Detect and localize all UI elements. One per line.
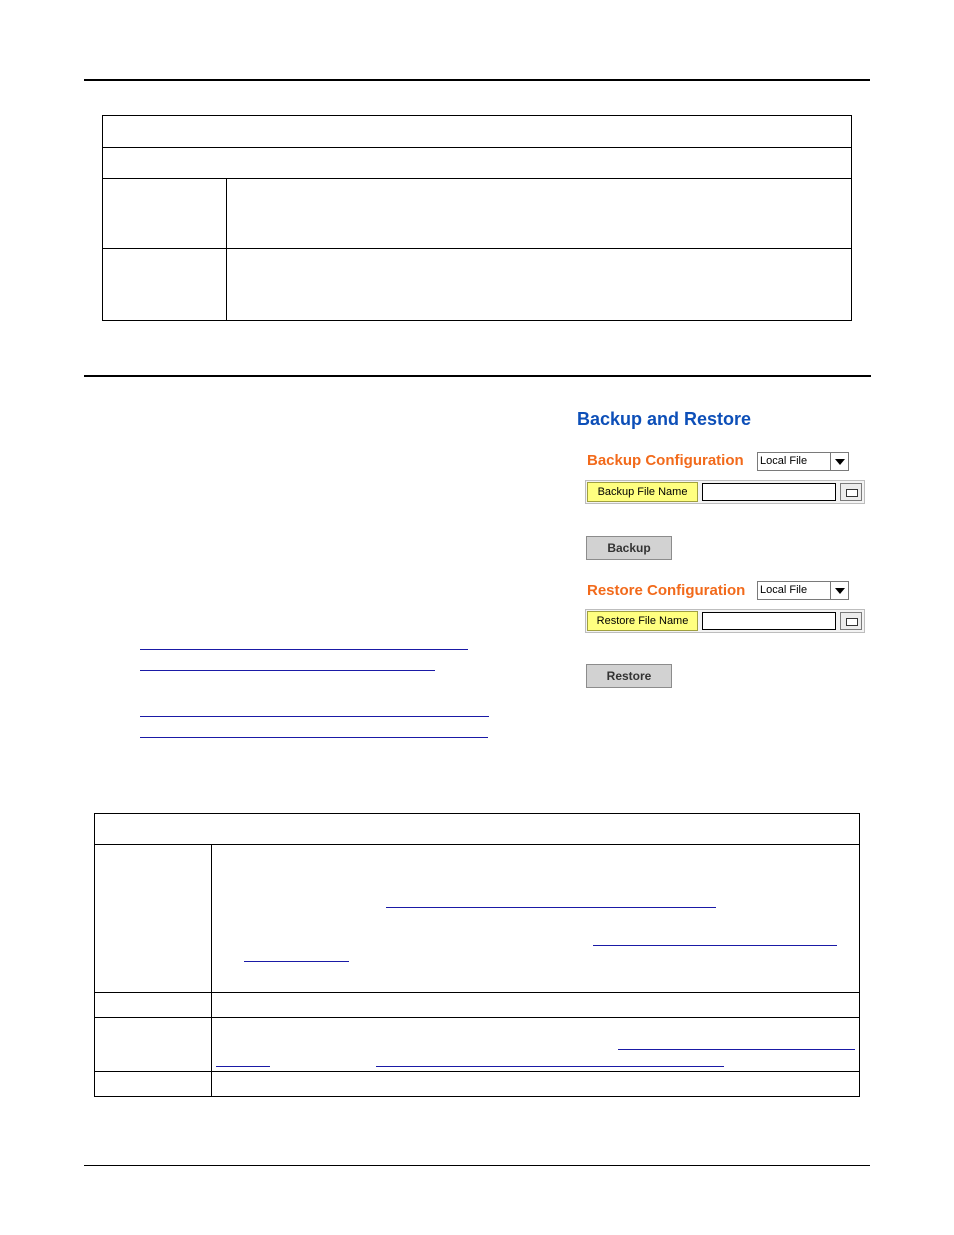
- doc-link[interactable]: [386, 907, 716, 908]
- chevron-down-icon[interactable]: [830, 453, 848, 470]
- backup-file-label: Backup File Name: [587, 482, 698, 502]
- section-rule: [84, 375, 871, 377]
- table-row: [95, 1072, 860, 1097]
- table-row: [103, 179, 852, 249]
- backup-button[interactable]: Backup: [586, 536, 672, 560]
- table-row: [103, 249, 852, 321]
- chevron-down-icon[interactable]: [830, 582, 848, 599]
- backup-file-row: [585, 480, 865, 504]
- backup-section-title: Backup Configuration: [587, 452, 744, 469]
- table-row: [95, 993, 860, 1018]
- restore-source-select[interactable]: [757, 581, 849, 600]
- restore-file-row: [585, 609, 865, 633]
- doc-link[interactable]: [618, 1049, 855, 1050]
- backup-source-select[interactable]: [757, 452, 849, 471]
- doc-link[interactable]: [593, 945, 837, 946]
- backup-source-value: Local File: [760, 455, 808, 467]
- doc-link[interactable]: [140, 716, 489, 717]
- restore-section-title: Restore Configuration: [587, 582, 746, 599]
- restore-file-input[interactable]: [702, 612, 836, 630]
- restore-source-value: Local File: [760, 584, 808, 596]
- table-row: [103, 116, 852, 148]
- restore-button[interactable]: Restore: [586, 664, 672, 688]
- backup-file-input[interactable]: [702, 483, 836, 501]
- upper-table: [102, 115, 852, 321]
- backup-browse-button[interactable]: [840, 483, 862, 501]
- table-row: [103, 148, 852, 179]
- doc-link[interactable]: [140, 649, 468, 650]
- doc-link[interactable]: [244, 961, 349, 962]
- table-row: [95, 814, 860, 845]
- page-title: Backup and Restore: [577, 409, 752, 429]
- table-row: [95, 845, 860, 993]
- table-row: [95, 1018, 860, 1072]
- restore-file-label: Restore File Name: [587, 611, 698, 631]
- restore-browse-button[interactable]: [840, 612, 862, 630]
- doc-link[interactable]: [140, 670, 435, 671]
- doc-link[interactable]: [140, 737, 488, 738]
- footer-rule: [84, 1165, 870, 1166]
- doc-link[interactable]: [376, 1066, 724, 1067]
- lower-table: [94, 813, 860, 1097]
- doc-link[interactable]: [216, 1066, 270, 1067]
- header-rule: [84, 79, 870, 81]
